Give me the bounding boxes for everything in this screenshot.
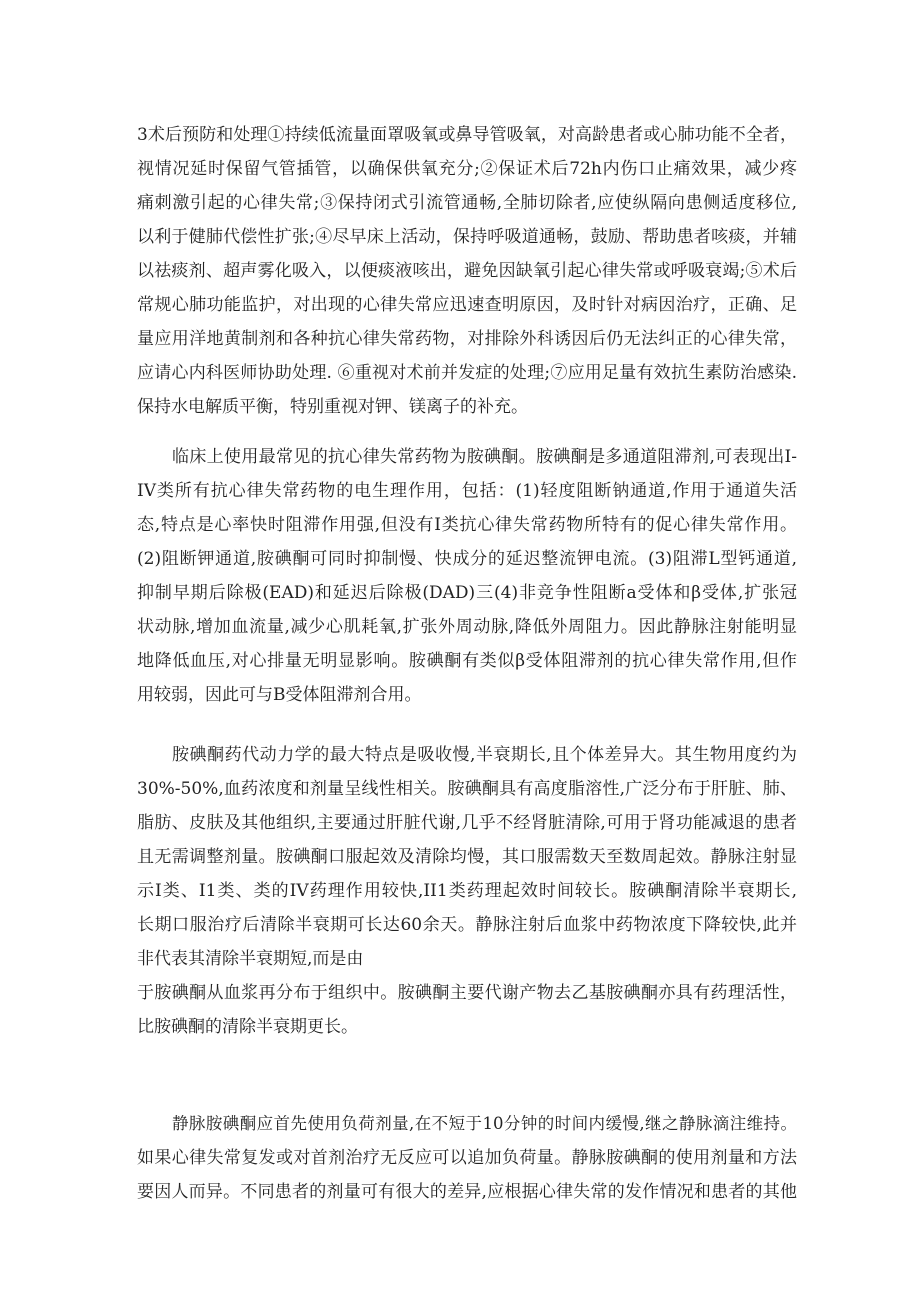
text-line: 非代表其清除半衰期短,而是由 xyxy=(137,949,364,969)
text-line: 30%-50%,血药浓度和剂量呈线性相关。胺碘酮具有高度脂溶性,广泛分布于肝脏、肺、 xyxy=(137,779,797,799)
text-line: 痛刺激引起的心律失常;③保持闭式引流管通畅,全肺切除者,应使纵隔向患侧适度移位, xyxy=(137,193,797,213)
text-line: 胺碘酮药代动力学的最大特点是吸收慢,半衰期长,且个体差异大。其生物用度约为 xyxy=(172,745,797,765)
text-line: (2)阻断钾通道,胺碘酮可同时抑制慢、快成分的延迟整流钾电流。(3)阻滞L型钙通道, xyxy=(137,549,797,569)
text-line: IV类所有抗心律失常药物的电生理作用，包括：(1)轻度阻断钠通道,作用于通道失活 xyxy=(137,481,797,501)
text-line: 以利于健肺代偿性扩张;④尽早床上活动，保持呼吸道通畅，鼓励、帮助患者咳痰，并辅 xyxy=(137,227,797,247)
text-line: 比胺碘酮的清除半衰期更长。 xyxy=(137,1017,358,1037)
text-line: 要因人而异。不同患者的剂量可有很大的差异,应根据心律失常的发作情况和患者的其他 xyxy=(137,1182,797,1202)
text-line: 用较弱，因此可与B受体阻滞剂合用。 xyxy=(137,685,422,705)
text-line: 地降低血压,对心排量无明显影响。胺碘酮有类似β受体阻滞剂的抗心律失常作用,但作 xyxy=(137,651,797,671)
text-line: 状动脉,增加血流量,减少心肌耗氧,扩张外周动脉,降低外周阻力。因此静脉注射能明显 xyxy=(137,617,797,637)
text-line: 视情况延时保留气管插管，以确保供氧充分;②保证术后72h内伤口止痛效果，减少疼 xyxy=(137,159,797,179)
text-line: 且无需调整剂量。胺碘酮口服起效及清除均慢，其口服需数天至数周起效。静脉注射显 xyxy=(137,847,797,867)
text-line: 示I类、I1类、类的IV药理作用较快,II1类药理起效时间较长。胺碘酮清除半衰期长, xyxy=(137,881,797,901)
text-line: 如果心律失常复发或对首剂治疗无反应可以追加负荷量。静脉胺碘酮的使用剂量和方法 xyxy=(137,1148,797,1168)
paragraph-postoperative-prevention xyxy=(137,118,797,424)
text-line: 保持水电解质平衡，特别重视对钾、镁离子的补充。 xyxy=(137,397,528,417)
text-line: 长期口服治疗后清除半衰期可长达60余天。静脉注射后血浆中药物浓度下降较快,此并 xyxy=(137,915,797,935)
text-line: 常规心肺功能监护，对出现的心律失常应迅速查明原因，及时针对病因治疗，正确、足 xyxy=(137,295,797,315)
text-line: 抑制早期后除极(EAD)和延迟后除极(DAD)三(4)非竞争性阻断a受体和β受体,扩张冠 xyxy=(137,583,797,603)
text-line: 态,特点是心率快时阻滞作用强,但没有I类抗心律失常药物所特有的促心律失常作用。 xyxy=(137,515,797,535)
paragraph-amiodarone-intro xyxy=(137,440,797,712)
paragraph-iv-dosing xyxy=(137,1107,797,1209)
paragraph-pharmacokinetics xyxy=(137,738,797,1044)
text-line: 于胺碘酮从血浆再分布于组织中。胺碘酮主要代谢产物去乙基胺碘酮亦具有药理活性， xyxy=(137,983,797,1003)
text-line: 脂肪、皮肤及其他组织,主要通过肝脏代谢,几乎不经肾脏清除,可用于肾功能减退的患者 xyxy=(137,813,797,833)
text-line: 应请心内科医师协助处理. ⑥重视对术前并发症的处理;⑦应用足量有效抗生素防治感染. xyxy=(137,363,797,383)
text-line: 量应用洋地黄制剂和各种抗心律失常药物，对排除外科诱因后仍无法纠正的心律失常， xyxy=(137,329,797,349)
text-line: 以祛痰剂、超声雾化吸入，以便痰液咳出，避免因缺氧引起心律失常或呼吸衰竭;⑤术后 xyxy=(137,261,797,281)
text-line: 临床上使用最常见的抗心律失常药物为胺碘酮。胺碘酮是多通道阻滞剂,可表现出I- xyxy=(172,447,797,467)
text-line: 静脉胺碘酮应首先使用负荷剂量,在不短于10分钟的时间内缓慢,继之静脉滴注维持。 xyxy=(172,1114,797,1133)
text-line: 3术后预防和处理①持续低流量面罩吸氧或鼻导管吸氧，对高龄患者或心肺功能不全者， xyxy=(137,125,797,145)
